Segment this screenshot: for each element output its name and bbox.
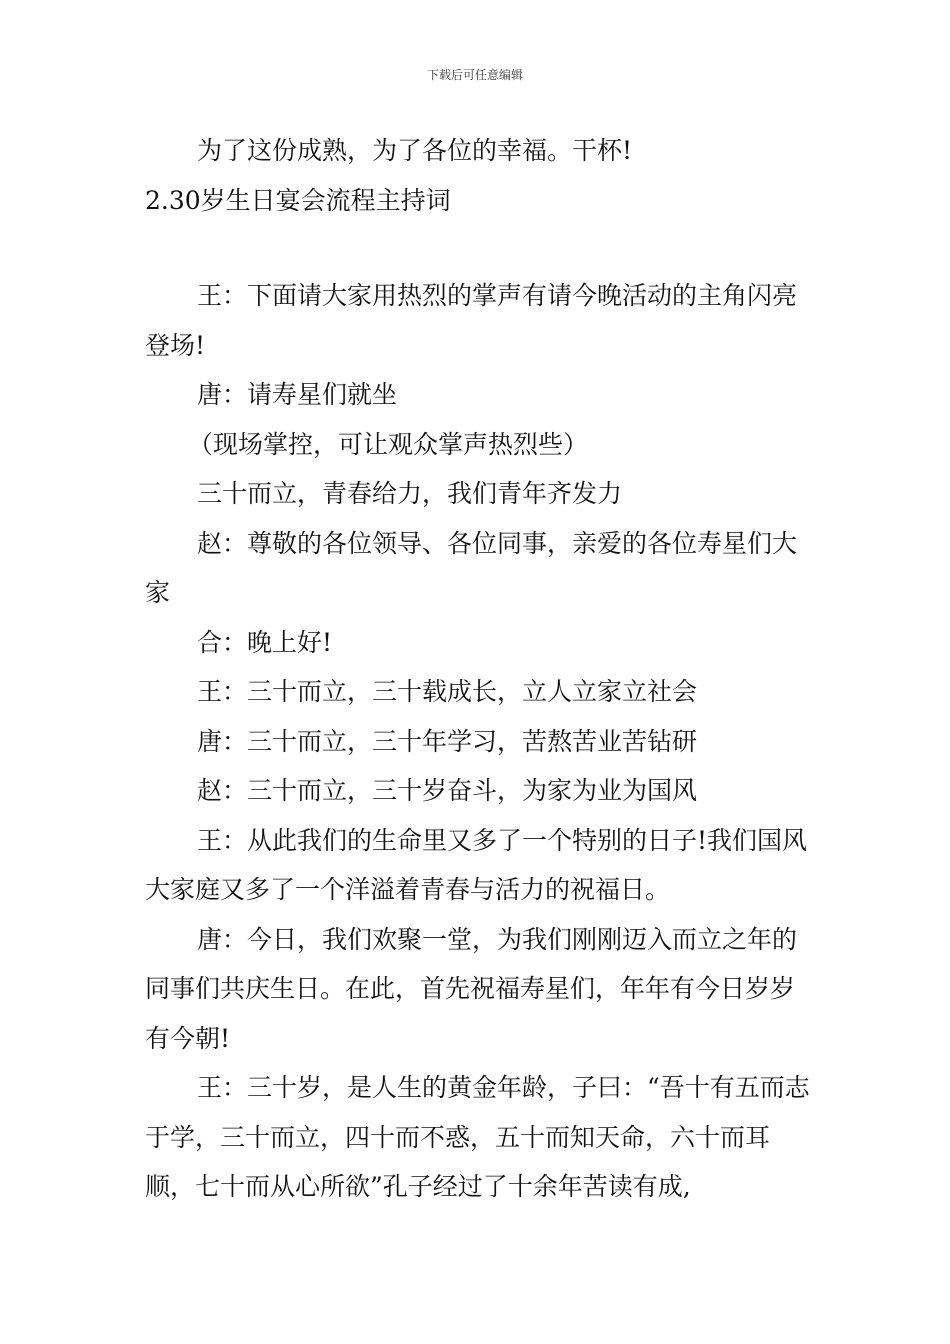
paragraph: 王：三十而立，三十载成长，立人立家立社会 (197, 677, 698, 706)
paragraph: 赵：三十而立，三十岁奋斗，为家为业为国风 (197, 776, 698, 805)
paragraph: 王：下面请大家用热烈的掌声有请今晚活动的主角闪亮登场! (145, 281, 798, 360)
paragraph: 赵：尊敬的各位领导、各位同事，亲爱的各位寿星们大家 (145, 528, 798, 607)
paragraph: 王：三十岁，是人生的黄金年龄，子曰：“吾十有五而志于学，三十而立，四十而不惑，五十而知天命，六十而耳顺，七十而从心所欲”孔子经过了十余年苦读有成, (145, 1073, 810, 1201)
page-header: 下载后可任意编辑 (426, 68, 523, 82)
paragraph: 合：晚上好! (197, 627, 333, 657)
paragraph: 唐：三十而立，三十年学习，苦熬苦业苦钻研 (197, 726, 698, 756)
paragraph: 为了这份成熟，为了各位的幸福。干杯! (197, 136, 633, 165)
paragraph: 唐：请寿星们就坐 (197, 380, 398, 409)
paragraph: 王：从此我们的生命里又多了一个特别的日子!我们国风大家庭又多了一个洋溢着青春与活力的祝福日。 (145, 825, 808, 904)
document-body (145, 126, 810, 1212)
blank-line (145, 225, 810, 271)
paragraph: 唐：今日，我们欢聚一堂，为我们刚刚迈入而立之年的同事们共庆生日。在此，首先祝福寿星们，年年有今日岁岁有今朝! (145, 924, 798, 1053)
stage-direction: （现场掌控，可让观众掌声热烈些） (188, 429, 589, 459)
section-heading: 2.30岁生日宴会流程主持词 (145, 185, 451, 215)
paragraph: 三十而立，青春给力，我们青年齐发力 (197, 479, 623, 508)
